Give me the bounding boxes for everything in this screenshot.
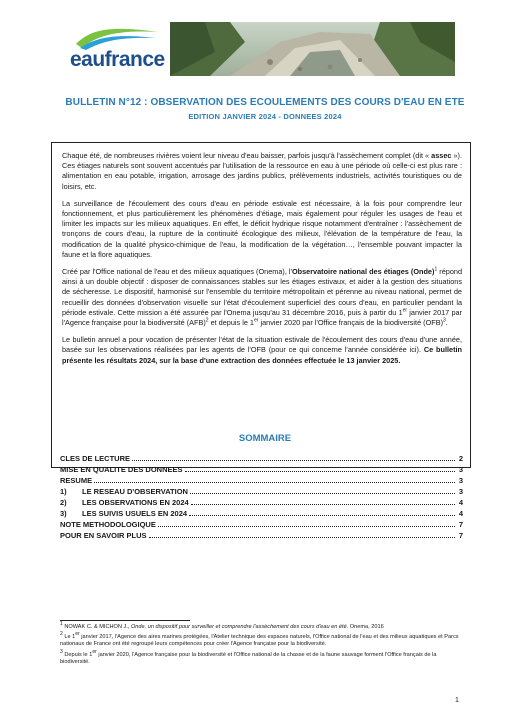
toc-page: 4 — [458, 509, 463, 518]
toc-leader — [149, 537, 455, 538]
toc-page: 3 — [458, 487, 463, 496]
toc-page: 4 — [458, 498, 463, 507]
toc-entry[interactable] — [60, 475, 463, 486]
superscript: er — [75, 631, 80, 638]
toc-entry[interactable] — [60, 530, 463, 541]
toc-leader — [132, 460, 455, 461]
superscript: er — [92, 648, 97, 655]
toc-label: NOTE METHODOLOGIQUE — [60, 520, 156, 529]
footnote-ref[interactable]: 1 — [434, 266, 438, 273]
toc-number: 3) — [60, 509, 67, 518]
toc-label: CLES DE LECTURE — [60, 454, 131, 463]
text: Depuis le 1 — [62, 651, 93, 658]
toc-label: LES SUIVIS USUELS EN 2024 — [82, 509, 188, 518]
page-number: 1 — [455, 697, 459, 704]
footnote-divider — [60, 620, 190, 621]
onde-term: Observatoire national des étiages (Onde) — [291, 267, 435, 277]
toc-leader — [185, 471, 455, 472]
toc-page: 7 — [458, 531, 463, 540]
toc-leader — [189, 515, 455, 516]
toc-page: 7 — [458, 520, 463, 529]
superscript: er — [402, 307, 408, 314]
cited-title: Onde, un dispositif pour surveiller et comprendre l'assèchement des cours d'eau en été — [130, 624, 347, 630]
footnote-marker: 2 — [60, 631, 63, 638]
toc-title: SOMMAIRE — [238, 433, 292, 444]
footnote-ref[interactable]: 3 — [443, 317, 446, 324]
assec-term: assec — [431, 151, 452, 160]
text: répond ainsi à un double objectif : disposer de connaissances stables sur les étiages estivaux, et aider à la gestion des situations de sécheresse. Le dispositif, harmonisé sur l'ensemble du territoire métropolitain et pérenne au niveau national, permet de recueillir des données d'observation visuelle sur l'état d'écoulement superficiel des cours d'eau, en particulier pendant la période estivale. Cette mission a été assurée par l'Onema jusqu'au 31 décembre 2016, puis à partir du 1 — [62, 267, 463, 317]
superscript: er — [253, 317, 259, 324]
toc-leader — [158, 526, 455, 527]
toc-page: 3 — [458, 465, 463, 474]
footnotes — [60, 621, 465, 669]
river-photo — [170, 22, 455, 76]
text: NOWAK C. & MICHON J., — [62, 624, 131, 630]
toc-leader — [191, 504, 455, 505]
intro-paragraph-3 — [62, 267, 462, 328]
text: Le bulletin annuel a pour vocation de présenter l'état de la situation estivale de l'écoulement des cours d'eau d'une année, basée sur les observations réalisées par les agents de l'OFB (pour ce qui concerne l'année considérée ici). — [62, 335, 462, 355]
toc-entry[interactable] — [60, 453, 463, 464]
toc-label: MISE EN QUALITE DES DONNEES — [60, 465, 183, 474]
text: Le 1 — [62, 634, 76, 641]
river-image — [170, 22, 455, 76]
text: Chaque été, de nombreuses rivières voient leur niveau d'eau baisser, parfois jusqu'à l'assèchement complet (dit « — [62, 151, 432, 160]
intro-paragraph-4 — [62, 335, 462, 366]
footnote-1 — [60, 621, 465, 631]
text: janvier 2020 par l'Office français de la biodiversité (OFB) — [258, 318, 444, 328]
toc-label: RESUME — [60, 476, 93, 485]
toc-page: 2 — [458, 454, 463, 463]
toc-leader — [190, 493, 455, 494]
toc-label: LES OBSERVATIONS EN 2024 — [82, 498, 189, 507]
toc-entry[interactable] — [60, 464, 463, 475]
intro-box — [51, 142, 471, 468]
text: janvier 2017 par l'Agence française pour la biodiversité (AFB) — [62, 307, 462, 328]
text: Créé par l'Office national de l'eau et des milieux aquatiques (Onema), l' — [62, 267, 292, 277]
text: »). Ces étiages naturels sont souvent accentués par l'utilisation de la ressource en eau à une période où celle-ci est plus rare : alimentation en eau potable, irrigation, arrosage des jardins publics, prélèvements industriels, activités touristiques ou de loisirs, etc. — [62, 151, 462, 191]
results-statement: Ce bulletin présente les résultats 2024, sur la base d'une extraction des données effectuée le 13 janvier 2025. — [62, 345, 462, 365]
edition-subtitle: EDITION JANVIER 2024 - DONNEES 2024 — [188, 112, 342, 121]
toc-entry[interactable] — [60, 486, 463, 497]
toc-number: 1) — [60, 487, 67, 496]
intro-paragraph-1 — [62, 151, 462, 192]
toc-entry[interactable] — [60, 508, 463, 519]
eaufrance-logo — [64, 22, 164, 70]
bulletin-title — [40, 96, 490, 108]
toc-label: LE RESEAU D'OBSERVATION — [82, 487, 188, 496]
text: et depuis le 1 — [208, 318, 254, 328]
toc-label: POUR EN SAVOIR PLUS — [60, 531, 147, 540]
toc-number: 2) — [60, 498, 67, 507]
footnote-3 — [60, 648, 465, 666]
text: janvier 2020, l'Agence française pour la biodiversité et l'Office national de la chasse et de la faune sauvage forment l'Office français de la biodiversité. — [60, 651, 437, 665]
text: . — [445, 318, 448, 328]
footnote-ref[interactable]: 2 — [205, 317, 209, 324]
text: janvier 2017, l'Agence des aires marines protégées, l'Atelier technique des espaces naturels, l'Office national de l'eau et des milieux aquatiques et Parcs nationaux de France ont été regroupé leurs compétences pour créer l'Agence française pour la biodiversité. — [60, 634, 459, 648]
toc-entry[interactable] — [60, 519, 463, 530]
intro-paragraph-2: La surveillance de l'écoulement des cours d'eau en période estivale est nécessaire, à la fois pour comprendre leur fonctionnement, et plus particulièrement les phénomènes d'étiage, mais également pour réguler les usages de l'eau et limiter les impacts sur les milieux aquatiques. En effet, le déficit hydrique risque notamment d'entraîner : l'assèchement de tronçons de cours d'eau, la rupture de la continuité écologique des milieux, l'élévation de la température de l'eau, la modification de la qualité physico-chimique de l'eau, la modification de la végétation…, l'ensemble pouvant impacter la faune et la flore aquatiques. — [62, 198, 462, 259]
text: . Onema, 2016 — [346, 624, 384, 630]
toc-page: 3 — [458, 476, 463, 485]
toc-entry[interactable] — [60, 497, 463, 508]
logo-text: eaufrance — [70, 48, 165, 71]
footnote-marker: 1 — [60, 621, 63, 628]
footnote-2 — [60, 631, 465, 648]
bulletin-title-text: BULLETIN N°12 : OBSERVATION DES ECOULEMENTS DES COURS D'EAU EN ETE — [65, 97, 465, 108]
table-of-contents — [60, 453, 463, 541]
footnote-marker: 3 — [60, 648, 63, 655]
toc-leader — [94, 482, 455, 483]
